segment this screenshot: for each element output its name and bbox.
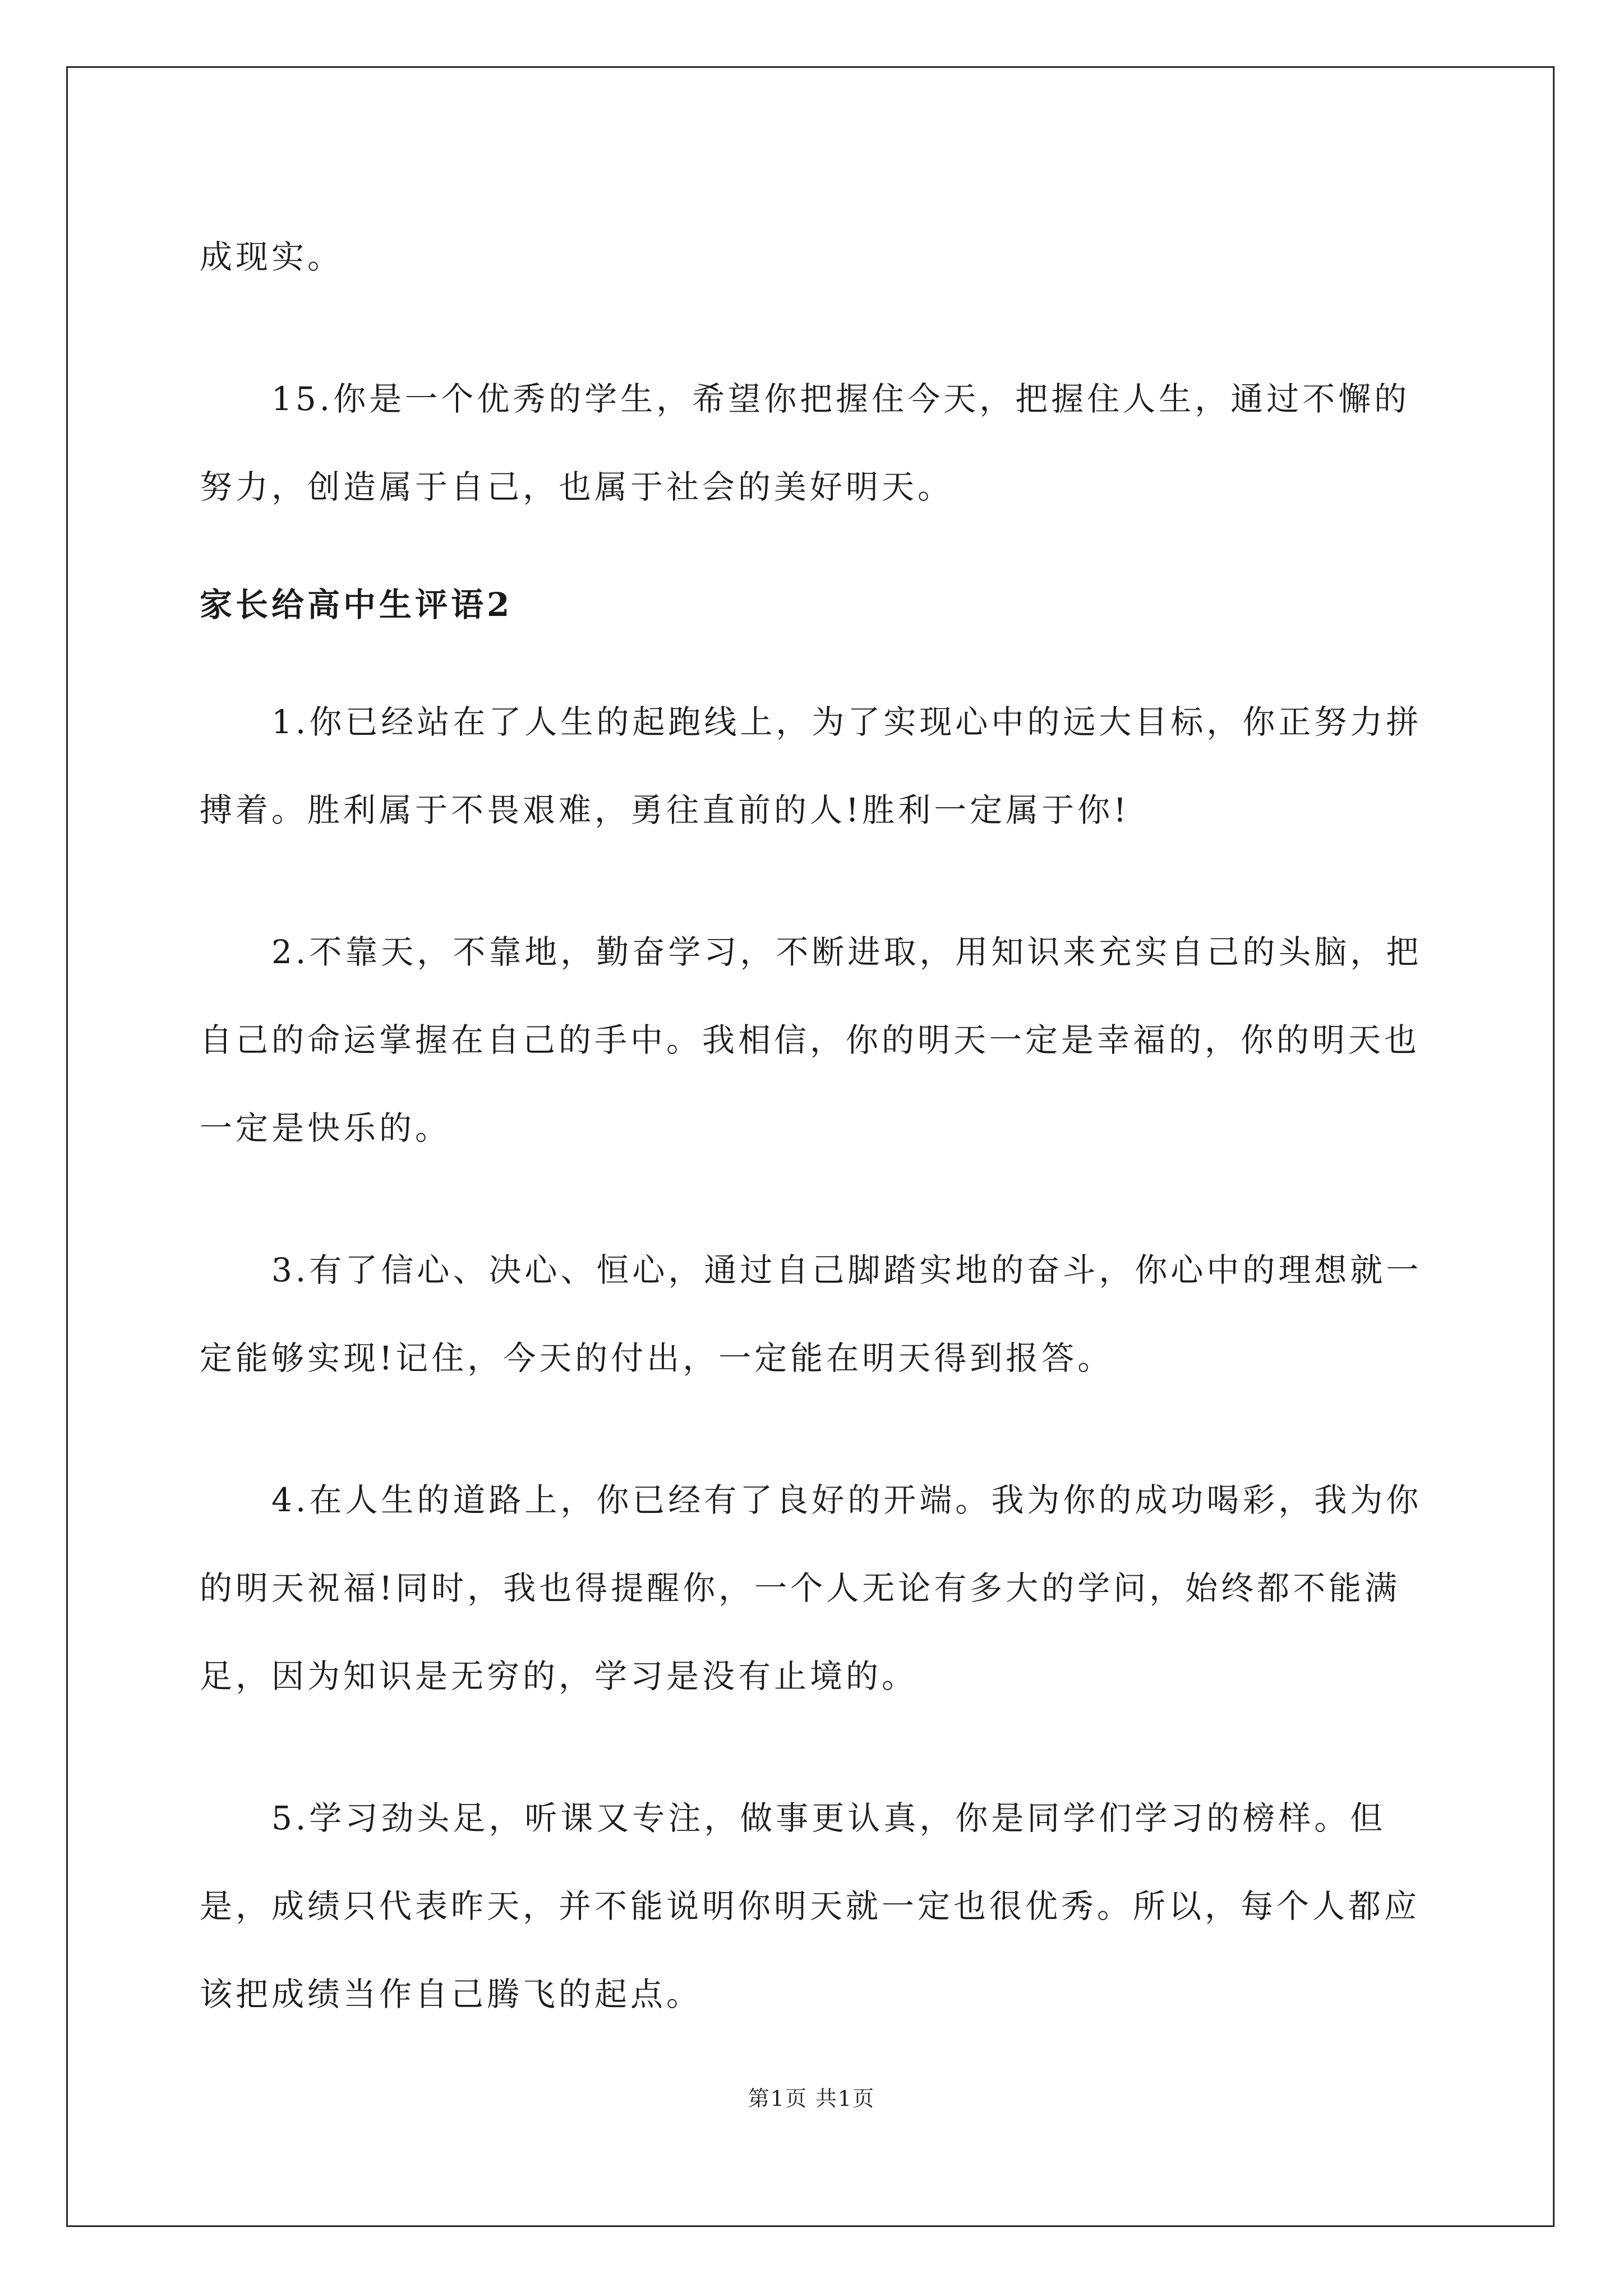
- paragraph-item-15: 15.你是一个优秀的学生，希望你把握住今天，把握住人生，通过不懈的努力，创造属于自己，也属于社会的美好明天。: [200, 380, 1410, 506]
- list-item-1: 1.你已经站在了人生的起跑线上，为了实现心中的远大目标，你正努力拼搏着。胜利属于不畏艰难，勇往直前的人!胜利一定属于你!: [200, 703, 1422, 829]
- section-heading: 家长给高中生评语2: [200, 586, 513, 624]
- document-body: [200, 213, 1428, 2039]
- paragraph-continuation: 成现实。: [200, 238, 344, 276]
- page-number-footer: 第1页 共1页: [748, 2086, 875, 2111]
- list-item-3: 3.有了信心、决心、恒心，通过自己脚踏实地的奋斗，你心中的理想就一定能够实现!记住，今天的付出，一定能在明天得到报答。: [200, 1251, 1422, 1377]
- list-item-4: 4.在人生的道路上，你已经有了良好的开端。我为你的成功喝彩，我为你的明天祝福!同时，我也得提醒你，一个人无论有多大的学问，始终都不能满足，因为知识是无穷的，学习是没有止境的。: [200, 1481, 1422, 1695]
- list-item-2: 2.不靠天，不靠地，勤奋学习，不断进取，用知识来充实自己的头脑，把自己的命运掌握在自己的手中。我相信，你的明天一定是幸福的，你的明天也一定是快乐的。: [200, 933, 1422, 1147]
- list-item-5: 5.学习劲头足，听课又专注，做事更认真，你是同学们学习的榜样。但是，成绩只代表昨天，并不能说明你明天就一定也很优秀。所以，每个人都应该把成绩当作自己腾飞的起点。: [200, 1799, 1421, 2013]
